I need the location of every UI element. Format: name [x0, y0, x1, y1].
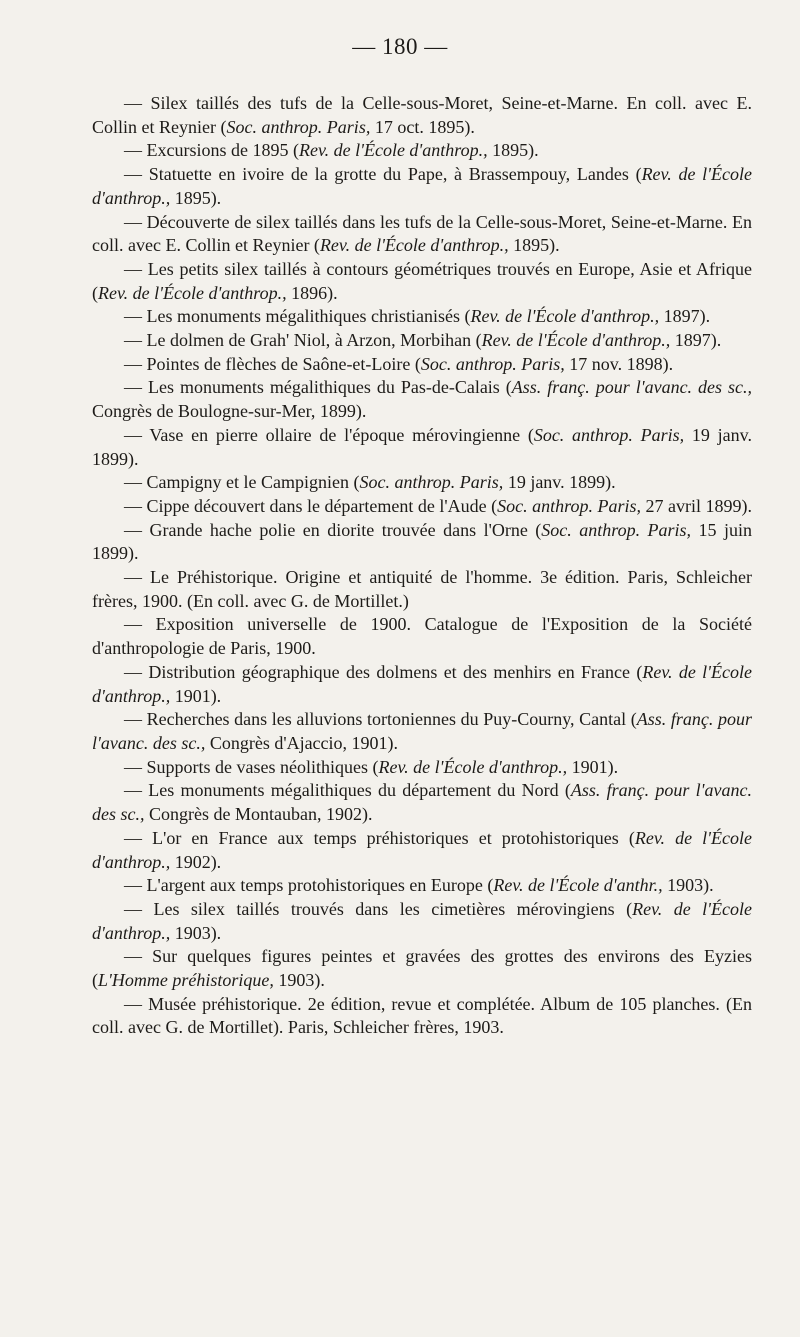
entry-text: — Les monuments mégalithiques du Pas-de-Calais ( [124, 377, 512, 398]
entry-date: 1895). [170, 187, 222, 208]
entry-source: Soc. anthrop. Paris, [226, 116, 371, 137]
bibliography-entry [92, 661, 752, 708]
entry-date: 1901). [170, 685, 222, 706]
entry-text: — Les silex taillés trouvés dans les cimetières mérovingiens ( [124, 898, 633, 919]
entry-source: Soc. anthrop. Paris, [420, 353, 565, 374]
entry-text: — Pointes de flèches de Saône-et-Loire ( [124, 353, 421, 374]
entry-text: — Grande hache polie en diorite trouvée dans l'Orne ( [124, 519, 542, 540]
bibliography-entry [92, 424, 752, 471]
entry-date: 1896). [286, 282, 338, 303]
entry-text: — Le dolmen de Grah' Niol, à Arzon, Morbihan ( [124, 330, 482, 351]
entry-text: — Découverte de silex taillés dans les tufs de la Celle-sous-Moret, Seine-et-Marne. En coll. avec E. Collin et Reynier ( [92, 211, 752, 256]
bibliography-entry [92, 566, 752, 613]
entry-source: Ass. franç. pour l'avanc. des sc., [511, 377, 752, 398]
bibliography-list [92, 92, 752, 1040]
entry-source: Rev. de l'École d'anthrop., [98, 282, 287, 303]
entry-source: Rev. de l'École d'anthr., [493, 875, 663, 896]
entry-text: — Silex taillés des tufs de la Celle-sous-Moret, Seine-et-Marne. En coll. avec E. Collin et Reynier ( [92, 93, 752, 137]
bibliography-entry [92, 945, 752, 992]
entry-text: — Distribution géographique des dolmens et des menhirs en France ( [124, 661, 643, 682]
entry-date: 1902). [170, 851, 222, 872]
entry-date: 1895). [487, 140, 539, 161]
entry-source: Rev. de l'École d'anthrop., [92, 898, 752, 943]
page-number: — 180 — [352, 34, 448, 59]
bibliography-entry [92, 92, 752, 139]
entry-source: Rev. de l'École d'anthrop., [92, 164, 752, 208]
entry-source: Soc. anthrop. Paris, [359, 472, 504, 493]
entry-text: — Cippe découvert dans le département de l'Aude ( [124, 495, 498, 516]
entry-source: Ass. franç. pour l'avanc. des sc., [92, 780, 752, 825]
bibliography-entry [92, 827, 752, 874]
entry-text: — Vase en pierre ollaire de l'époque mérovingienne ( [124, 424, 534, 445]
bibliography-entry [92, 376, 752, 423]
bibliography-entry [92, 329, 752, 353]
entry-date: 1903). [662, 875, 714, 896]
entry-text: — Campigny et le Campignien ( [124, 472, 360, 493]
entry-source: Rev. de l'École d'anthrop., [92, 661, 753, 706]
entry-source: L'Homme préhistorique, [98, 970, 274, 991]
entry-date: Congrès de Montauban, 1902). [144, 804, 373, 825]
bibliography-entry [92, 495, 752, 519]
bibliography-entry [92, 708, 752, 755]
entry-text: — Exposition universelle de 1900. Catalogue de l'Exposition de la Société d'anthropologie de Paris, 1900. [92, 614, 752, 659]
entry-text: — Les monuments mégalithiques christianisés ( [124, 306, 471, 327]
entry-source: Rev. de l'École d'anthrop., [470, 306, 660, 327]
bibliography-entry [92, 305, 752, 329]
entry-source: Rev. de l'École d'anthrop., [481, 330, 671, 351]
entry-date: 27 avril 1899). [640, 495, 752, 516]
entry-text: — Statuette en ivoire de la grotte du Pape, à Brassempouy, Landes ( [124, 164, 642, 185]
bibliography-entry [92, 353, 752, 377]
bibliography-entry [92, 211, 752, 258]
entry-date: 15 juin 1899). [92, 519, 752, 564]
bibliography-entry [92, 471, 752, 495]
entry-date: 1897). [670, 330, 722, 351]
entry-date: 1897). [659, 306, 711, 327]
entry-source: Rev. de l'École d'anthrop., [298, 140, 488, 161]
entry-date: 17 oct. 1895). [370, 116, 475, 137]
entry-text: — Recherches dans les alluvions tortoniennes du Puy-Courny, Cantal ( [124, 709, 637, 730]
entry-date: 1903). [170, 922, 222, 943]
bibliography-entry [92, 779, 752, 826]
entry-text: — Les monuments mégalithiques du département du Nord ( [124, 780, 571, 801]
bibliography-entry [92, 993, 752, 1040]
entry-source: Rev. de l'École d'anthrop., [92, 827, 753, 872]
bibliography-entry [92, 756, 752, 780]
bibliography-entry [92, 163, 752, 210]
entry-text: — Sur quelques figures peintes et gravées des grottes des environs des Eyzies ( [92, 946, 752, 991]
bibliography-entry [92, 258, 752, 305]
bibliography-entry [92, 139, 752, 163]
entry-date: Congrès de Boulogne-sur-Mer, 1899). [92, 401, 367, 422]
bibliography-entry [92, 613, 752, 660]
entry-text: — Le Préhistorique. Origine et antiquité de l'homme. 3e édition. Paris, Schleicher frères, 1900. (En coll. avec G. de Mortillet.) [92, 567, 752, 611]
entry-text: — Excursions de 1895 ( [124, 140, 299, 161]
entry-source: Ass. franç. pour l'avanc. des sc., [92, 709, 752, 753]
entry-date: Congrès d'Ajaccio, 1901). [205, 732, 399, 753]
bibliography-entry [92, 874, 752, 898]
entry-text: — Supports de vases néolithiques ( [124, 756, 379, 777]
entry-text: — Musée préhistorique. 2e édition, revue et complétée. Album de 105 planches. (En coll. avec G. de Mortillet). Paris, Schleicher frères, 1903. [92, 993, 752, 1038]
entry-source: Soc. anthrop. Paris, [497, 495, 641, 516]
entry-source: Soc. anthrop. Paris, [541, 519, 692, 540]
bibliography-entry [92, 519, 752, 566]
bibliography-entry [92, 898, 752, 945]
entry-date: 1903). [273, 970, 325, 991]
entry-date: 19 janv. 1899). [503, 472, 616, 493]
entry-date: 1901). [567, 756, 619, 777]
entry-text: — L'argent aux temps protohistoriques en Europe ( [124, 875, 494, 896]
entry-date: 1895). [508, 235, 560, 256]
entry-date: 19 janv. 1899). [92, 424, 752, 469]
entry-text: — Les petits silex taillés à contours géométriques trouvés en Europe, Asie et Afrique ( [92, 258, 752, 303]
entry-source: Rev. de l'École d'anthrop., [378, 756, 568, 777]
entry-source: Soc. anthrop. Paris, [533, 424, 685, 445]
entry-source: Rev. de l'École d'anthrop., [319, 235, 509, 256]
entry-date: 17 nov. 1898). [564, 353, 674, 374]
entry-text: — L'or en France aux temps préhistoriques et protohistoriques ( [124, 827, 635, 848]
